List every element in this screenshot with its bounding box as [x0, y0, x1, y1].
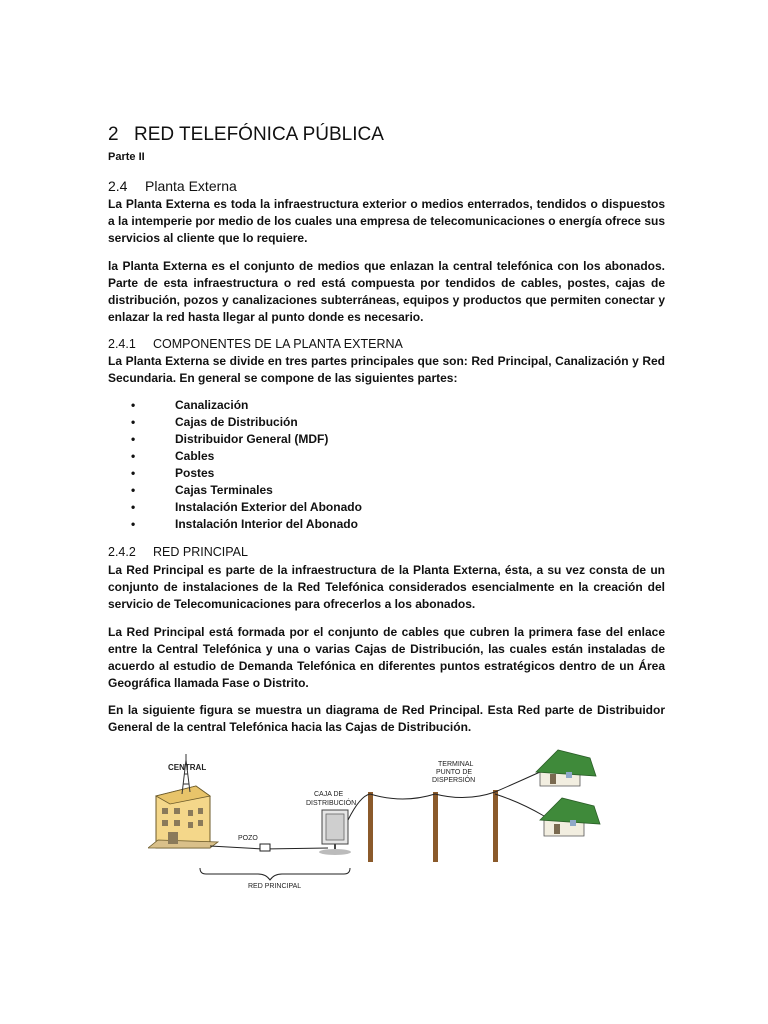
list-item: • Distribuidor General (MDF) — [131, 432, 329, 446]
bullet-icon: • — [131, 466, 136, 480]
drop-cable — [495, 772, 540, 792]
caja-label-1: CAJA DE — [314, 791, 344, 798]
bullet-icon: • — [131, 398, 136, 412]
house-icon — [536, 750, 596, 786]
list-item: • Cables — [131, 449, 215, 463]
bullet-icon: • — [131, 483, 136, 497]
central-label: CENTRAL — [168, 763, 207, 772]
paragraph: La Red Principal está formada por el conjunto de cables que cubren la primera fase del enlace entre la Central Telefónica y una o varias Cajas de Distribución, las cuales están instaladas de acuerdo al estudio de Demanda Telefónica en diferentes puntos estratégicos dentro de un Área Geográfica llamada Fase o Distrito. — [108, 625, 665, 690]
paragraph: La Red Principal es parte de la infraestructura de la Planta Externa, ésta, a su vez consta de un conjunto de instalaciones de la Red Telefónica considerados esencialmente en la creación del servicio de Telecomunicaciones para ofrecerlos a los abonados. — [108, 563, 665, 611]
paragraph: La Planta Externa es toda la infraestructura exterior o medios enterrados, tendidos o dispuestos a la intemperie por medio de los cuales una empresa de telecomunicaciones o energía ofrece sus servicios al cliente que lo requiere. — [108, 197, 665, 245]
house-icon — [540, 798, 600, 836]
section-heading-2-4-2 — [108, 545, 248, 559]
list-item: • Cajas Terminales — [131, 483, 273, 497]
terminal-label-3: DISPERSIÓN — [432, 777, 476, 784]
list-item: • Canalización — [131, 398, 249, 412]
paragraph: En la siguiente figura se muestra un diagrama de Red Principal. Esta Red parte de Distribuidor General de la central Telefónica hacia las Cajas de Distribución. — [108, 703, 665, 734]
bullet-icon: • — [131, 449, 136, 463]
chapter-title: RED TELEFÓNICA PÚBLICA — [134, 124, 384, 145]
section-title: Planta Externa — [145, 178, 237, 194]
list-item: • Instalación Interior del Abonado — [131, 517, 358, 531]
list-item: • Instalación Exterior del Abonado — [131, 500, 362, 514]
bullet-icon: • — [131, 432, 136, 446]
red-principal-bracket — [200, 868, 350, 880]
part-label: Parte II — [108, 151, 145, 163]
red-principal-label: RED PRINCIPAL — [248, 883, 302, 890]
central-building-icon — [148, 786, 218, 848]
pozo-label: POZO — [238, 835, 258, 842]
aerial-cable — [435, 792, 495, 798]
list-item: • Cajas de Distribución — [131, 415, 298, 429]
terminal-label-2: PUNTO DE — [436, 769, 473, 776]
section-number: 2.4.2 — [108, 545, 136, 559]
section-heading-2-4-1 — [108, 337, 403, 351]
components-list — [108, 397, 362, 533]
section-heading-2-4 — [108, 178, 237, 194]
pole-icon — [433, 792, 438, 862]
paragraph: la Planta Externa es el conjunto de medios que enlazan la central telefónica con los abonados. Parte de esta infraestructura o red está compuesta por tendidos de cables, postes, cajas de distribución, pozos y canalizaciones subterráneas, equipos y productos que permiten conectar y enlazar la red hasta llegar al punto donde es necesario. — [108, 259, 665, 324]
aerial-cable — [370, 794, 435, 799]
chapter-heading — [108, 124, 384, 146]
bullet-icon: • — [131, 517, 136, 531]
section-title: RED PRINCIPAL — [153, 545, 248, 559]
aerial-cable — [348, 794, 370, 820]
caja-label-2: DISTRIBUCIÓN — [306, 800, 357, 807]
paragraph: La Planta Externa se divide en tres partes principales que son: Red Principal, Canalización y Red Secundaria. En general se compone de las siguientes partes: — [108, 354, 665, 385]
pole-icon — [493, 790, 498, 862]
drop-cable — [495, 794, 544, 816]
section-number: 2.4.1 — [108, 337, 136, 351]
terminal-label-1: TERMINAL — [438, 761, 474, 768]
bullet-icon: • — [131, 415, 136, 429]
pozo-icon — [260, 844, 270, 851]
section-title: COMPONENTES DE LA PLANTA EXTERNA — [153, 337, 403, 351]
list-item: • Postes — [131, 466, 215, 480]
bullet-icon: • — [131, 500, 136, 514]
red-principal-diagram — [148, 748, 608, 898]
pole-icon — [368, 792, 373, 862]
section-number: 2.4 — [108, 178, 128, 194]
chapter-number: 2 — [108, 124, 119, 145]
